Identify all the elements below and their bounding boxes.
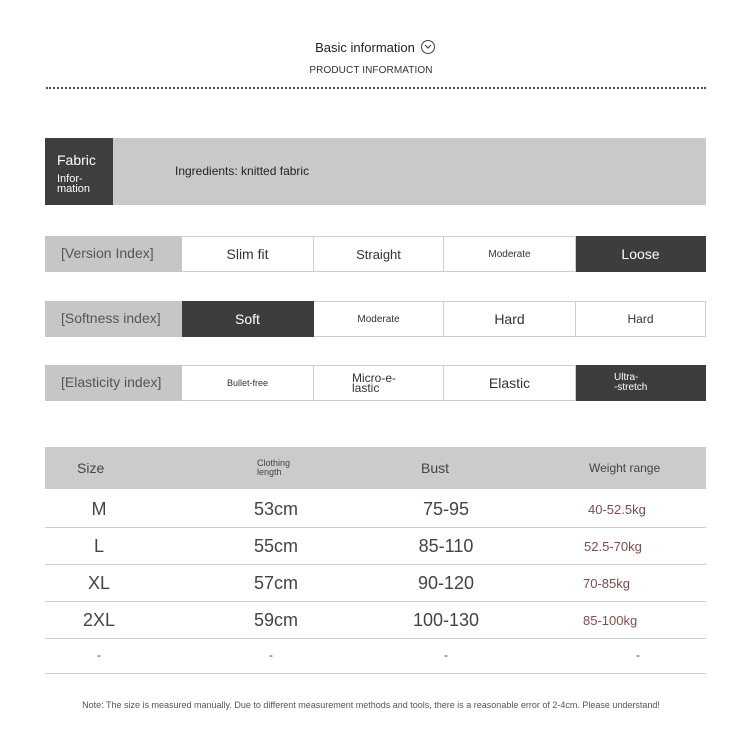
elasticity-option-ultra-stretch [576,365,706,401]
micro-elastic-line2: lastic [352,381,380,395]
cell-bust: 75-95 [422,498,470,519]
dotted-divider [46,87,706,89]
elasticity-option-bullet-free: Bullet-free [182,365,314,401]
header-size: Size [77,460,105,476]
cell-bust: 100-130 [412,609,480,630]
cell-bust: 85-110 [418,535,474,556]
fabric-ingredients: Ingredients: knitted fabric [175,164,310,178]
softness-option-hard: Hard [444,301,576,337]
cell-size: XL [87,572,111,593]
elasticity-option-elastic: Elastic [444,365,576,401]
cell-length: 55cm [253,535,298,556]
cell-weight: 85-100kg [583,612,638,628]
ultra-stretch-line1: Ultra- [614,372,639,383]
softness-option-moderate: Moderate [314,301,444,337]
fabric-label-box [45,138,113,205]
section-title [0,40,750,55]
version-option-loose: Loose [576,236,706,272]
cell-weight: 70-85kg [583,575,630,591]
softness-option-soft: Soft [182,301,314,337]
header-weight-range: Weight range [589,461,661,475]
cell-length: 59cm [253,609,298,630]
header-bust: Bust [421,460,450,476]
cell-size: - [97,648,101,662]
table-row [45,602,706,639]
cell-bust: - [444,648,448,662]
cell-weight: 40-52.5kg [588,501,646,517]
version-option-moderate: Moderate [444,236,576,272]
cell-length: - [269,648,273,662]
version-index-row [45,236,706,272]
table-row [45,637,706,674]
micro-elastic-line1: Micro-e- [352,371,396,385]
header-clothing-length-line2: length [257,467,282,477]
elasticity-index-label: [Elasticity index] [45,365,182,401]
chevron-down-icon [421,40,435,54]
table-row [45,565,706,602]
version-option-straight: Straight [314,236,444,272]
cell-weight: 52.5-70kg [584,538,642,554]
softness-index-label: [Softness index] [45,301,182,337]
section-subtitle: PRODUCT INFORMATION [309,65,433,76]
header-clothing-length-line1: Clothing [257,458,291,468]
fabric-info-bar [45,138,706,205]
version-index-label: [Version Index] [45,236,182,272]
version-option-slim-fit: Slim fit [182,236,314,272]
header-clothing-length [257,447,290,489]
fabric-sub-label [57,174,113,194]
size-table-header [45,447,706,489]
fabric-label: Fabric [57,152,96,168]
measurement-note: Note: The size is measured manually. Due to different measurement methods and tools, there is a reasonable error of 2-4cm. Please understand! [82,700,660,710]
cell-bust: 90-120 [417,572,475,593]
cell-length: 57cm [253,572,298,593]
cell-length: 53cm [253,498,298,519]
fabric-sub-label-line2: mation [57,183,91,195]
table-row [45,491,706,528]
table-row [45,528,706,565]
softness-option-hard-2: Hard [576,301,706,337]
elasticity-option-micro-elastic [314,365,444,401]
ultra-stretch-line2: -stretch [614,382,648,393]
fabric-sub-label-line1: Infor- [57,173,83,185]
section-title-text: Basic information [315,40,415,55]
cell-weight: - [636,648,640,662]
elasticity-index-row [45,365,706,401]
softness-index-row [45,301,706,337]
cell-size: L [93,535,104,556]
cell-size: M [91,498,107,519]
cell-size: 2XL [82,609,116,630]
